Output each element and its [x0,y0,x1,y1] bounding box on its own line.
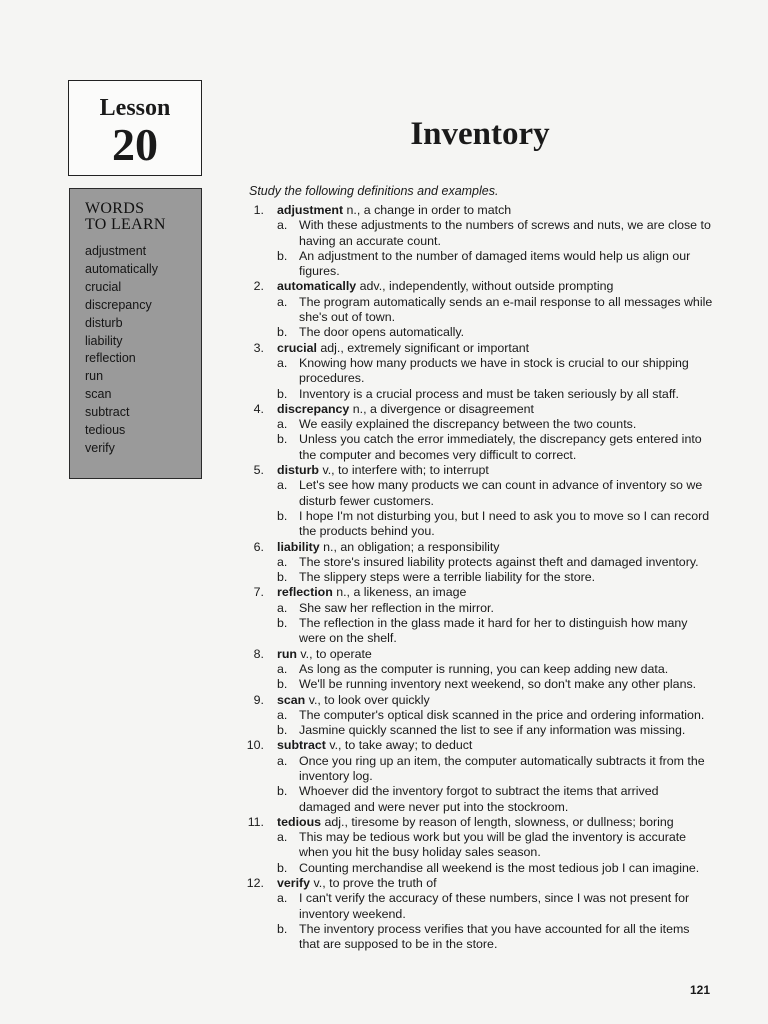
example-sentence [277,417,713,432]
example-text: An adjustment to the number of damaged items would help us align our figures. [299,248,691,279]
example-sentence [277,295,713,326]
words-to-learn-heading-line1: WORDS [85,200,145,217]
word-list-item: crucial [85,279,122,294]
example-letter: a. [277,600,288,615]
example-letter: a. [277,891,288,906]
entry-headline [277,876,713,891]
example-sentence [277,922,713,953]
example-text: I hope I'm not disturbing you, but I need to ask you to move so I can record the products behind you. [299,508,710,539]
entry-definition: n., a likeness, an image [332,585,467,600]
example-sentence [277,708,713,723]
example-sentence [277,662,713,677]
example-letter: b. [277,784,288,799]
example-letter: b. [277,325,288,340]
entry-number: 12. [246,876,264,891]
definition-entry [243,738,713,814]
entry-term: verify [277,876,311,891]
definition-entry [243,279,713,340]
word-list-item: scan [85,387,112,402]
example-text: The door opens automatically. [299,325,465,340]
example-text: Knowing how many products we have in stock is crucial to our shipping procedures. [299,355,689,386]
entry-headline [277,341,713,356]
example-text: Once you ring up an item, the computer automatically subtracts it from the inventory log. [299,753,705,783]
definition-entry [243,693,713,739]
entry-headline [277,540,713,555]
entry-headline [277,463,713,478]
example-letter: b. [277,921,288,936]
word-list-item: adjustment [85,244,147,258]
example-letter: b. [277,616,288,631]
entry-headline [277,693,713,708]
example-sentence [277,601,713,616]
example-text: Jasmine quickly scanned the list to see if any information was missing. [299,723,686,738]
word-list-item: discrepancy [85,297,152,312]
example-text: With these adjustments to the numbers of screws and nuts, we are close to having an accurate count. [299,218,711,248]
entry-headline [277,203,713,218]
entry-number: 5. [253,463,264,478]
entry-number: 4. [253,401,264,416]
example-letter: a. [277,661,288,676]
page-number: 121 [689,983,710,997]
example-letter: a. [277,478,288,493]
entry-definition: v., to take away; to deduct [325,738,473,753]
lesson-label: Lesson [99,95,171,121]
word-list [85,243,201,458]
entry-number: 8. [253,646,264,661]
entry-definition: v., to interfere with; to interrupt [319,463,489,478]
example-letter: b. [277,386,288,401]
example-sentence [277,249,713,280]
example-letter: a. [277,355,288,370]
entry-term: automatically [277,279,357,294]
example-sentence [277,891,713,922]
definition-entry [243,341,713,402]
entry-headline [277,402,713,417]
entry-term: crucial [277,340,317,355]
entry-term: adjustment [277,203,344,217]
entry-number: 9. [253,692,264,707]
example-text: We'll be running inventory next weekend, so don't make any other plans. [299,677,697,692]
example-text: Whoever did the inventory forgot to subtract the items that arrived damaged and were never put into the stockroom. [299,784,659,814]
entry-term: subtract [277,738,326,753]
example-sentence [277,754,713,785]
entry-definition: adj., tiresome by reason of length, slowness, or dullness; boring [321,814,674,829]
example-sentence [277,570,713,585]
entry-headline [277,647,713,662]
example-sentence [277,616,713,647]
definition-entry [243,876,713,952]
example-text: The inventory process verifies that you have accounted for all the items that are supposed to be in the store. [299,921,690,952]
example-text: The slippery steps were a terrible liability for the store. [299,570,596,585]
entry-definition: v., to look over quickly [305,692,430,707]
example-text: We easily explained the discrepancy between the two counts. [299,417,637,432]
word-list-item: subtract [85,405,130,420]
entry-headline [277,815,713,830]
entry-definition: v., to prove the truth of [310,876,437,891]
lesson-number: 20 [112,119,158,170]
definition-list [243,203,713,953]
definition-entry [243,203,713,279]
example-sentence [277,677,713,692]
word-list-item: tedious [85,423,126,438]
word-list-item: automatically [85,261,158,276]
entry-term: scan [277,692,306,707]
words-to-learn-box [69,188,202,479]
lesson-box [68,80,202,176]
entry-term: run [277,646,297,661]
word-list-item: run [85,369,104,384]
entry-definition: n., a change in order to match [343,203,512,217]
example-sentence [277,432,713,463]
words-to-learn-heading [85,201,201,233]
word-list-item: verify [85,440,115,455]
entry-definition: n., an obligation; a responsibility [319,539,500,554]
example-sentence [277,861,713,876]
entry-headline [277,279,713,294]
example-sentence [277,218,713,249]
entry-number: 11. [247,814,264,829]
entry-term: reflection [277,585,333,600]
definition-entry [243,402,713,463]
example-letter: a. [277,218,288,233]
page-title: Inventory [410,116,550,152]
example-letter: b. [277,570,288,585]
entry-definition: adj., extremely significant or important [316,340,530,355]
entry-definition: v., to operate [296,646,372,661]
entry-term: liability [277,539,320,554]
entry-definition: adv., independently, without outside prompting [356,279,614,294]
example-letter: a. [277,554,288,569]
example-text: Inventory is a crucial process and must be taken seriously by all staff. [299,386,679,401]
example-text: I can't verify the accuracy of these numbers, since I was not present for inventory weekend. [299,891,690,921]
example-sentence [277,784,713,815]
example-letter: a. [277,417,288,432]
example-sentence [277,723,713,738]
example-text: As long as the computer is running, you can keep adding new data. [299,661,669,676]
example-text: The store's insured liability protects against theft and damaged inventory. [299,554,699,569]
example-text: Counting merchandise all weekend is the most tedious job I can imagine. [299,860,700,875]
example-text: This may be tedious work but you will be glad the inventory is accurate when you hit the busy holiday sales season. [299,830,687,860]
definition-entry [243,647,713,693]
example-text: She saw her reflection in the mirror. [299,600,494,615]
example-sentence [277,830,713,861]
entry-number: 3. [253,340,264,355]
example-text: The computer's optical disk scanned in the price and ordering information. [299,707,705,722]
example-sentence [277,356,713,387]
example-letter: a. [277,830,288,845]
example-letter: b. [277,677,288,692]
example-text: The program automatically sends an e-mail response to all messages while she's out of town. [299,294,713,325]
example-letter: b. [277,248,288,263]
entry-number: 7. [253,585,264,600]
entry-term: disturb [277,463,319,478]
entry-headline [277,585,713,600]
example-sentence [277,387,713,402]
example-sentence [277,555,713,570]
example-sentence [277,478,713,509]
example-sentence [277,509,713,540]
definition-entry [243,463,713,539]
word-list-item: liability [85,333,123,348]
entry-term: tedious [277,814,322,829]
example-text: Unless you catch the error immediately, the discrepancy gets entered into the computer and becomes very difficult to correct. [299,432,702,462]
word-list-item: reflection [85,351,136,366]
definition-entry [243,540,713,586]
instructions: Study the following definitions and examples. [249,184,499,198]
entry-number: 10. [246,738,264,753]
example-sentence [277,325,713,340]
entry-definition: n., a divergence or disagreement [349,401,534,416]
example-letter: a. [277,707,288,722]
example-letter: b. [277,508,288,523]
example-letter: a. [277,753,288,768]
definition-entry [243,815,713,876]
example-text: Let's see how many products we can count in advance of inventory so we disturb fewer customers. [299,478,703,508]
example-letter: b. [277,860,288,875]
example-letter: b. [277,432,288,447]
example-letter: b. [277,723,288,738]
entry-number: 6. [253,539,264,554]
example-letter: a. [277,294,288,309]
definition-entry [243,585,713,646]
example-text: The reflection in the glass made it hard for her to distinguish how many were on the shelf. [299,616,688,646]
entry-headline [277,738,713,753]
entry-number: 1. [253,203,264,217]
entry-term: discrepancy [277,401,350,416]
word-list-item: disturb [85,315,123,330]
entry-number: 2. [253,279,264,294]
words-to-learn-heading-line2: TO LEARN [85,216,166,233]
